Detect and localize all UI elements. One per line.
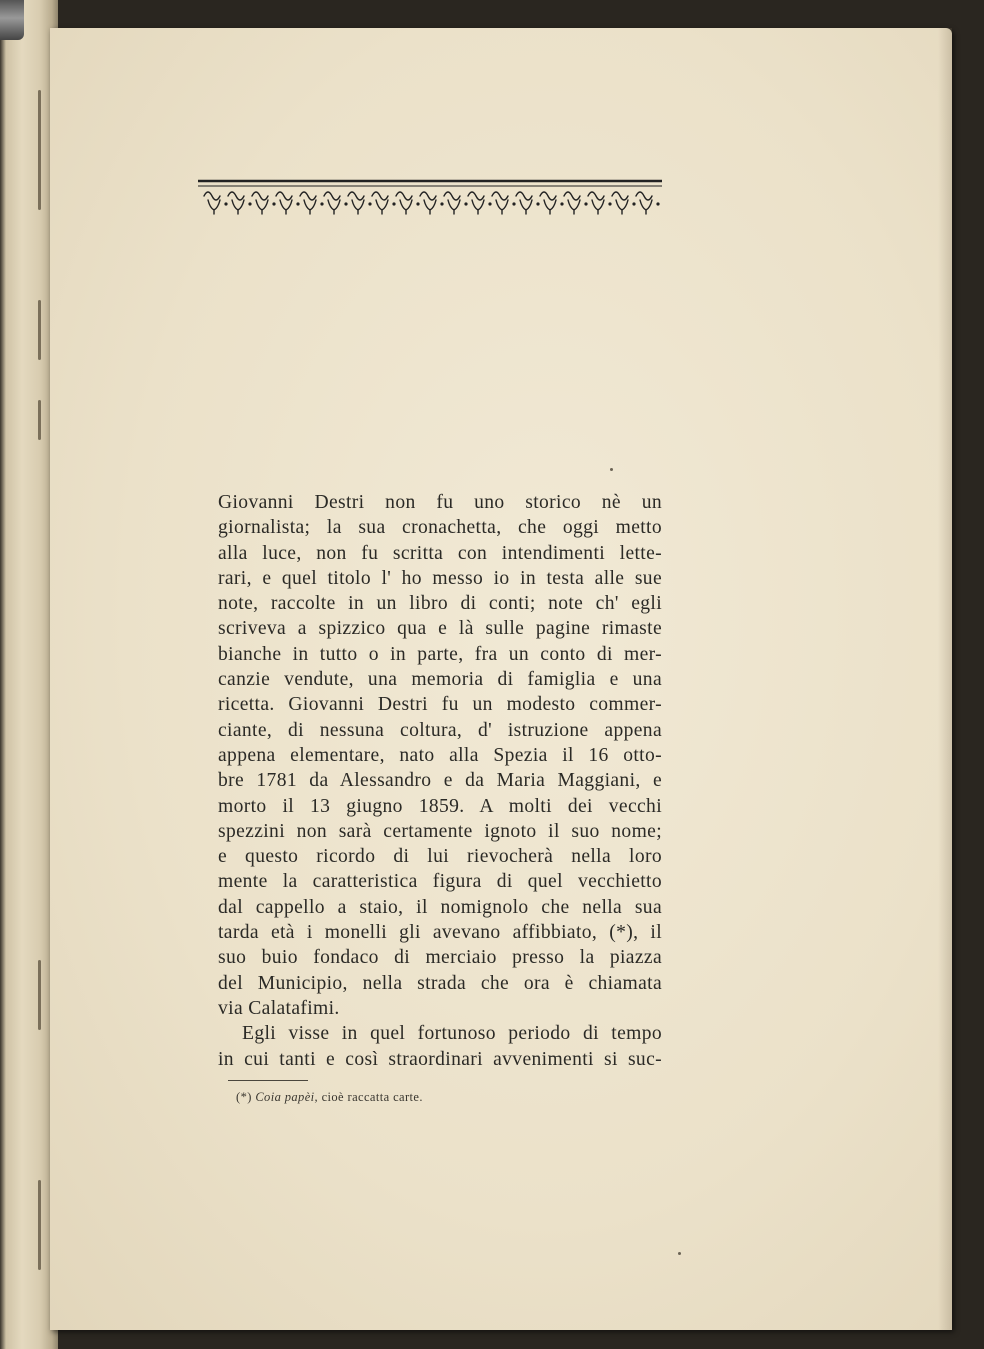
text-line: spezzini non sarà certamente ignoto il suo nome; <box>218 820 662 842</box>
text-line: ciante, di nessuna coltura, d' istruzione appena <box>218 719 662 741</box>
footnote <box>236 1090 423 1105</box>
binding-thread <box>38 960 41 1030</box>
binding-thread <box>38 300 41 360</box>
text-line: suo buio fondaco di merciaio presso la piazza <box>218 947 662 969</box>
text-line: alla luce, non fu scritta con intendimenti lette- <box>218 542 662 564</box>
text-line: note, raccolte in un libro di conti; note ch' egli <box>218 593 662 615</box>
page-edge-shadow <box>938 28 952 1330</box>
binding-thread <box>38 90 41 210</box>
book-page <box>50 28 952 1330</box>
text-line: appena elementare, nato alla Spezia il 16 otto- <box>218 744 662 766</box>
paper-speck <box>610 468 613 471</box>
text-line: del Municipio, nella strada che ora è chiamata <box>218 972 662 994</box>
text-line: morto il 13 giugno 1859. A molti dei vecchi <box>218 795 662 817</box>
decorative-border-icon <box>198 178 662 220</box>
text-line: via Calatafimi. <box>218 997 340 1019</box>
text-line: Giovanni Destri non fu uno storico nè un <box>218 492 662 513</box>
text-line: in cui tanti e così straordinari avvenimenti si suc- <box>218 1048 662 1070</box>
body-text <box>218 490 662 1072</box>
text-line: scriveva a spizzico qua e là sulle pagine rimaste <box>218 618 662 640</box>
text-line: bre 1781 da Alessandro e da Maria Maggiani, e <box>218 770 662 792</box>
text-line: mente la caratteristica figura di quel vecchietto <box>218 871 662 893</box>
text-line: giornalista; la sua cronachetta, che oggi metto <box>218 517 662 539</box>
paper-speck <box>678 1252 681 1255</box>
footnote-marker: (*) <box>236 1090 252 1104</box>
text-line: Egli visse in quel fortunoso periodo di tempo <box>242 1023 662 1045</box>
footnote-term: Coia papèi, <box>255 1090 319 1104</box>
binding-thread <box>38 1180 41 1270</box>
text-line: bianche in tutto o in parte, fra un conto di mer- <box>218 643 662 665</box>
text-line: tarda età i monelli gli avevano affibbiato, (*), il <box>218 922 662 944</box>
text-line: canzie vendute, una memoria di famiglia e una <box>218 669 662 691</box>
text-line: ricetta. Giovanni Destri fu un modesto commer- <box>218 694 662 716</box>
binding-thread <box>38 400 41 440</box>
binding-clip <box>0 0 24 40</box>
text-line: dal cappello a staio, il nomignolo che nella sua <box>218 896 662 918</box>
footnote-definition: cioè raccatta carte. <box>321 1090 423 1104</box>
text-line: e questo ricordo di lui rievocherà nella loro <box>218 846 662 868</box>
text-line: rari, e quel titolo l' ho messo io in testa alle sue <box>218 567 662 589</box>
footnote-rule <box>228 1080 308 1081</box>
